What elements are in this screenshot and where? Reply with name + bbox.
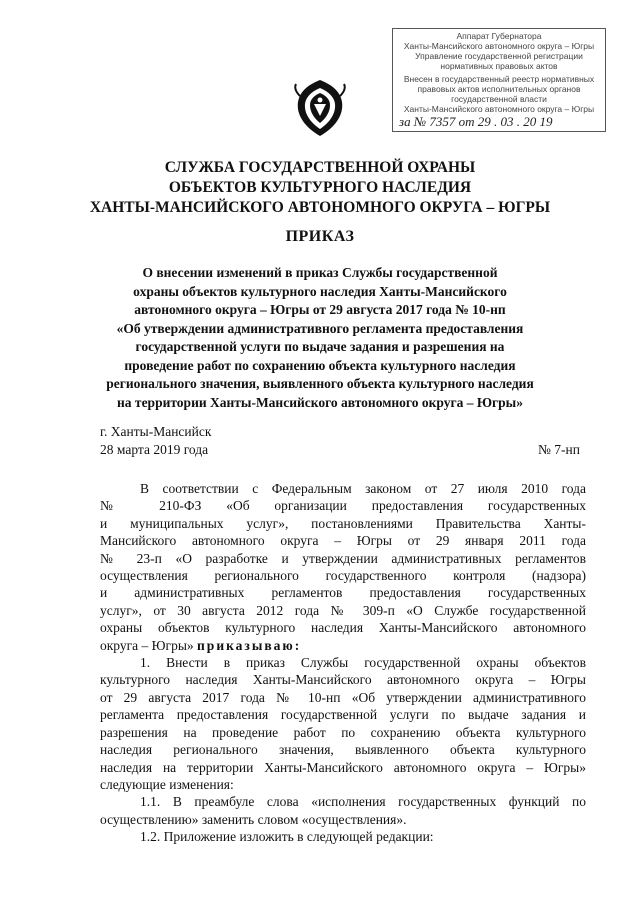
subject-line: государственной услуги по выдаче задания и разрешения на <box>135 339 505 354</box>
body-line: осуществления регионального государственного контроля (надзора) <box>100 568 586 584</box>
body-line: осуществлению» заменить словом «осуществления». <box>100 811 407 827</box>
stamp-line: нормативных правовых актов <box>440 61 558 71</box>
body-line: 1.2. Приложение изложить в следующей редакции: <box>140 829 434 845</box>
body-line: В соответствии с Федеральным законом от 27 июля 2010 года <box>140 481 586 496</box>
subject-line: «Об утверждении административного регламента предоставления <box>116 320 524 336</box>
subject-line: автономного округа – Югры от 29 августа 2017 года № 10-нп <box>134 302 506 317</box>
subject-line: охраны объектов культурного наследия Ханты-Мансийского <box>133 283 507 299</box>
registration-stamp <box>392 28 606 132</box>
document-place: г. Ханты-Мансийск <box>100 424 212 439</box>
body-line: от 29 августа 2017 года № 10-нп «Об утверждении административного <box>100 689 586 705</box>
stamp-line: правовых актов исполнительных органов <box>417 84 581 94</box>
header-line: СЛУЖБА ГОСУДАРСТВЕННОЙ ОХРАНЫ <box>164 159 476 176</box>
document-date: 28 марта 2019 года <box>100 442 209 457</box>
header-line: ХАНТЫ-МАНСИЙСКОГО АВТОНОМНОГО ОКРУГА – ЮГРЫ <box>89 199 551 216</box>
stamp-line: Внесен в государственный реестр нормативных <box>403 74 595 84</box>
coat-of-arms-icon <box>292 78 348 138</box>
stamp-line: Аппарат Губернатора <box>456 31 542 41</box>
body-line: следующие изменения: <box>100 776 234 792</box>
body-line: № 210-ФЗ «Об организации предоставления государственных <box>100 498 586 514</box>
body-text-fragment: округа – Югры» <box>100 637 194 653</box>
subject-line: проведение работ по сохранению объекта культурного наследия <box>124 357 516 373</box>
order-word: приказываю: <box>197 637 302 653</box>
document-subject <box>100 264 540 412</box>
body-line: наследия регионального значения, выявленного объекта культурного <box>100 742 586 758</box>
body-line: № 23-п «О разработке и утверждении административных регламентов <box>100 550 586 566</box>
stamp-line: государственной власти <box>451 94 547 104</box>
header-line: ОБЪЕКТОВ КУЛЬТУРНОГО НАСЛЕДИЯ <box>168 179 472 196</box>
stamp-line: Ханты-Мансийского автономного округа – Югры <box>403 41 595 51</box>
body-line: наследия на территории Ханты-Мансийского автономного округа – Югры» <box>100 759 586 775</box>
body-line: и муниципальных услуг», постановлениями Правительства Ханты- <box>100 515 586 531</box>
stamp-line: Управление государственной регистрации <box>415 51 583 61</box>
subject-line: О внесении изменений в приказ Службы государственной <box>142 265 498 280</box>
body-line: 1. Внести в приказ Службы государственной охраны объектов <box>140 655 586 671</box>
body-line: культурного наследия Ханты-Мансийского автономного округа – Югры <box>100 672 586 688</box>
stamp-registration-number: за № 7357 от 29 . 03 . 20 19 <box>399 114 553 129</box>
body-line <box>100 637 586 654</box>
subject-line: на территории Ханты-Мансийского автономного округа – Югры» <box>117 394 523 410</box>
stamp-line: Ханты-Мансийского автономного округа – Югры <box>403 104 595 114</box>
body-line: охраны объектов культурного наследия Ханты-Мансийского автономного <box>100 620 586 636</box>
body-line: и административных регламентов предоставления государственных <box>100 585 586 601</box>
document-number: № 7-нп <box>538 442 580 457</box>
document-body <box>100 480 586 846</box>
body-line: регламента предоставления государственной услуги по выдаче задания и <box>100 707 586 723</box>
body-line: Мансийского автономного округа – Югры от 29 января 2011 года <box>100 533 586 549</box>
document-title: ПРИКАЗ <box>285 228 355 245</box>
agency-header <box>60 158 580 218</box>
subject-line: регионального значения, выявленного объекта культурного наследия <box>106 376 534 391</box>
body-line: 1.1. В преамбуле слова «исполнения государственных функций по <box>140 794 586 810</box>
body-line: разрешения на проведение работ по сохранению объекта культурного <box>100 724 586 740</box>
body-line: услуг», от 30 августа 2012 года № 309-п «О Службе государственной <box>100 602 586 618</box>
